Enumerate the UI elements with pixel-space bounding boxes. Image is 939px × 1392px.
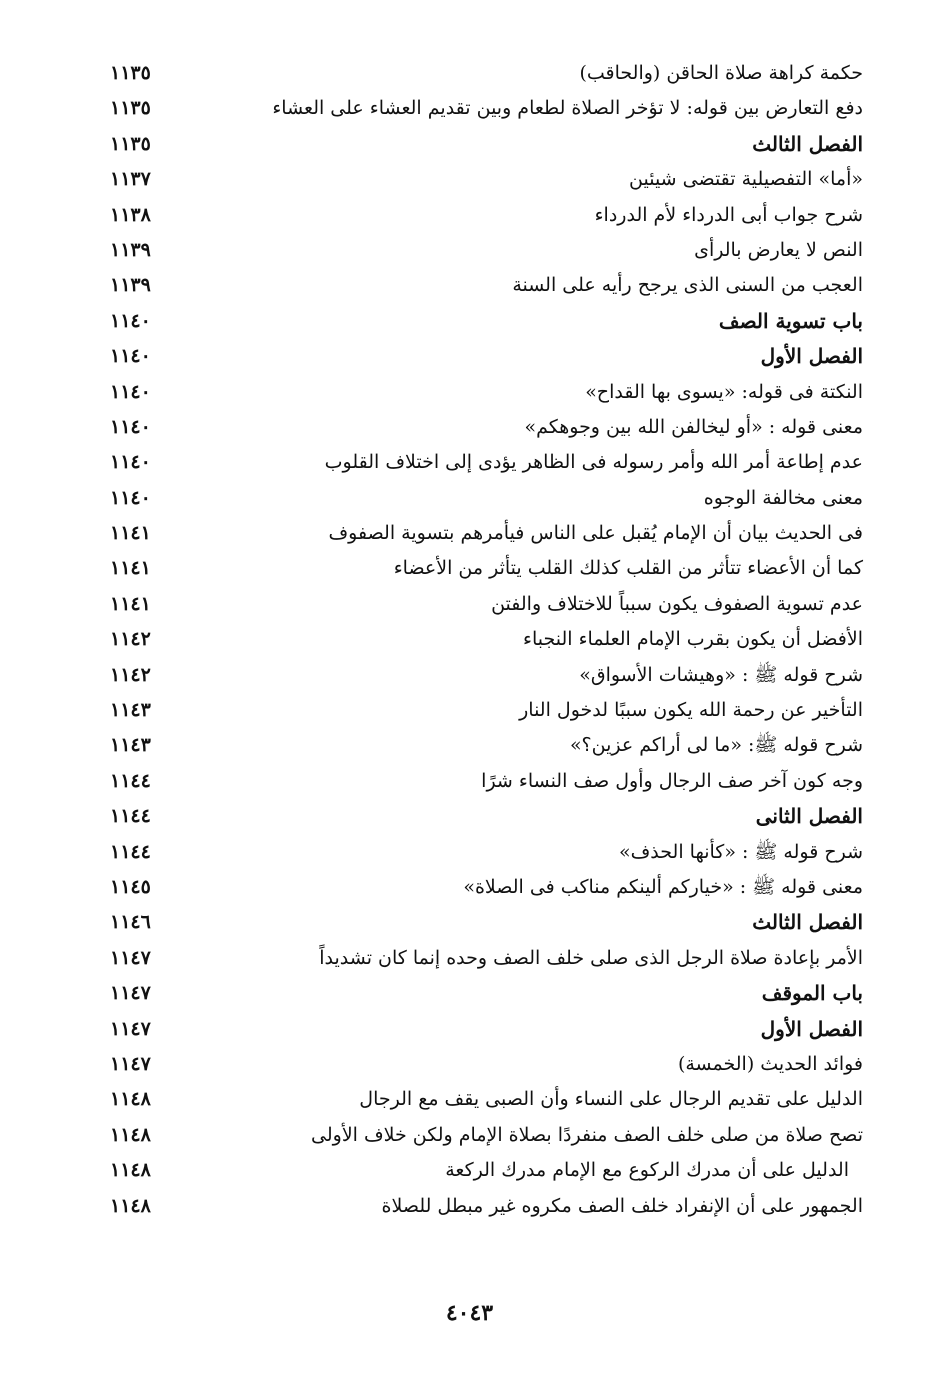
- toc-entry: [100, 198, 863, 233]
- toc-entry: [100, 162, 863, 197]
- toc-entry: [100, 622, 863, 657]
- toc-entry: [100, 233, 863, 268]
- toc-entry: [100, 551, 863, 586]
- entry-title: الفصل الأول: [760, 344, 863, 369]
- entry-title: النص لا يعارض بالرأى: [694, 238, 863, 261]
- entry-title: معنى مخالفة الوجوه: [703, 486, 863, 509]
- toc-section-heading: [100, 799, 863, 834]
- entry-page-number: ١١٤٥: [110, 875, 151, 898]
- entry-page-number: ١١٣٨: [110, 203, 151, 226]
- entry-page-number: ١١٤٣: [110, 699, 151, 722]
- toc-entry: [100, 516, 863, 551]
- toc-entry: [100, 268, 863, 303]
- entry-page-number: ١١٤٠: [110, 451, 151, 474]
- entry-title: الدليل على أن مدرك الركوع مع الإمام مدرك الركعة: [445, 1159, 849, 1182]
- toc-section-heading: [100, 1012, 863, 1047]
- entry-page-number: ١١٤٧: [110, 946, 151, 969]
- entry-title: التأخير عن رحمة الله يكون سببًا لدخول النار: [519, 699, 863, 722]
- entry-page-number: ١١٤٧: [110, 1017, 151, 1040]
- entry-page-number: ١١٤٣: [110, 734, 151, 757]
- toc-entry: [100, 658, 863, 693]
- toc-entry: [100, 56, 863, 91]
- entry-title: الفصل الثالث: [752, 131, 863, 156]
- entry-title: باب تسوية الصف: [718, 308, 863, 333]
- entry-title: كما أن الأعضاء تتأثر من القلب كذلك القلب يتأثر من الأعضاء: [393, 557, 863, 580]
- toc-entry: [100, 410, 863, 445]
- entry-title: عدم تسوية الصفوف يكون سبباً للاختلاف والفتن: [491, 592, 863, 615]
- toc-entry: [100, 835, 863, 870]
- entry-title: شرح قوله ﷺ: «ما لى أراكم عزين؟»: [569, 734, 863, 757]
- folio-page-number: ٤٠٤٣: [445, 1300, 494, 1326]
- entry-page-number: ١١٤٤: [110, 769, 151, 792]
- toc-chapter-heading: [100, 304, 863, 339]
- toc-entry: [100, 1082, 863, 1117]
- entry-title: معنى قوله : «أو ليخالفن الله بين وجوهكم»: [524, 415, 863, 438]
- entry-page-number: ١١٤٦: [110, 911, 151, 934]
- entry-title: تصح صلاة من صلى خلف الصف منفردًا بصلاة الإمام ولكن خلاف الأولى: [311, 1123, 863, 1146]
- toc-chapter-heading: [100, 976, 863, 1011]
- entry-page-number: ١١٣٩: [110, 274, 151, 297]
- toc-entry: [100, 728, 863, 763]
- entry-page-number: ١١٤٤: [110, 840, 151, 863]
- entry-title: العجب من السنى الذى يرجح رأيه على السنة: [512, 274, 863, 297]
- entry-page-number: ١١٤٨: [110, 1194, 151, 1217]
- toc-section-heading: [100, 905, 863, 940]
- toc-entry: [100, 1153, 863, 1188]
- toc-entry: [100, 1118, 863, 1153]
- toc-section-heading: [100, 339, 863, 374]
- toc-entry: [100, 693, 863, 728]
- entry-title: «أما» التفصيلية تقتضى شيئين: [629, 168, 863, 191]
- entry-title: الدليل على تقديم الرجال على النساء وأن الصبى يقف مع الرجال: [359, 1088, 863, 1111]
- toc-entry: [100, 941, 863, 976]
- toc-entry: [100, 375, 863, 410]
- toc-list: [100, 56, 863, 1224]
- entry-page-number: ١١٤١: [110, 522, 151, 545]
- entry-title: الفصل الثانى: [755, 804, 863, 829]
- entry-title: النكتة فى قوله: «يسوى بها القداح»: [585, 380, 863, 403]
- entry-title: عدم إطاعة أمر الله وأمر رسوله فى الظاهر يؤدى إلى اختلاف القلوب: [324, 451, 863, 474]
- entry-page-number: ١١٤٨: [110, 1123, 151, 1146]
- entry-page-number: ١١٤٠: [110, 415, 151, 438]
- toc-entry: [100, 764, 863, 799]
- entry-page-number: ١١٤٤: [110, 805, 151, 828]
- toc-entry: [100, 445, 863, 480]
- entry-title: فى الحديث بيان أن الإمام يُقبل على الناس فيأمرهم بتسوية الصفوف: [328, 522, 863, 545]
- entry-title: باب الموقف: [761, 981, 863, 1006]
- entry-title: شرح جواب أبى الدرداء لأم الدرداء: [594, 203, 863, 226]
- entry-page-number: ١١٣٧: [110, 168, 151, 191]
- entry-page-number: ١١٤٨: [110, 1159, 151, 1182]
- entry-page-number: ١١٤٧: [110, 1052, 151, 1075]
- entry-title: الفصل الأول: [760, 1016, 863, 1041]
- entry-title: الجمهور على أن الإنفراد خلف الصف مكروه غير مبطل للصلاة: [381, 1194, 863, 1217]
- entry-page-number: ١١٣٩: [110, 238, 151, 261]
- entry-page-number: ١١٤٨: [110, 1088, 151, 1111]
- toc-entry: [100, 481, 863, 516]
- toc-section-heading: [100, 127, 863, 162]
- entry-title: الأمر بإعادة صلاة الرجل الذى صلى خلف الصف وحده إنما كان تشديداً: [319, 946, 863, 969]
- toc-entry: [100, 1189, 863, 1224]
- entry-title: حكمة كراهة صلاة الحاقن (والحاقب): [579, 62, 863, 84]
- toc-entry: [100, 870, 863, 905]
- entry-page-number: ١١٤٠: [110, 486, 151, 509]
- entry-title: دفع التعارض بين قوله: لا تؤخر الصلاة لطعام وبين تقديم العشاء على العشاء: [272, 97, 863, 120]
- entry-page-number: ١١٤١: [110, 557, 151, 580]
- toc-entry: [100, 1047, 863, 1082]
- entry-title: شرح قوله ﷺ : «وهيشات الأسواق»: [579, 663, 863, 686]
- entry-title: فوائد الحديث (الخمسة): [677, 1052, 863, 1075]
- entry-title: معنى قوله ﷺ : «خياركم ألينكم مناكب فى الصلاة»: [463, 875, 863, 898]
- entry-page-number: ١١٤٧: [110, 982, 151, 1005]
- entry-title: الأفضل أن يكون بقرب الإمام العلماء النجباء: [523, 628, 863, 651]
- toc-entry: [100, 587, 863, 622]
- entry-page-number: ١١٤٠: [110, 345, 151, 368]
- entry-page-number: ١١٤٢: [110, 628, 151, 651]
- entry-page-number: ١١٤٠: [110, 309, 151, 332]
- entry-page-number: ١١٣٥: [110, 62, 151, 84]
- entry-title: الفصل الثالث: [752, 910, 863, 935]
- toc-entry: [100, 91, 863, 126]
- entry-page-number: ١١٣٥: [110, 132, 151, 155]
- entry-title: شرح قوله ﷺ : «كأنها الحذف»: [618, 840, 863, 863]
- entry-page-number: ١١٤١: [110, 592, 151, 615]
- entry-title: وجه كون آخر صف الرجال وأول صف النساء شرًا: [481, 769, 863, 792]
- entry-page-number: ١١٤٢: [110, 663, 151, 686]
- entry-page-number: ١١٤٠: [110, 380, 151, 403]
- entry-page-number: ١١٣٥: [110, 97, 151, 120]
